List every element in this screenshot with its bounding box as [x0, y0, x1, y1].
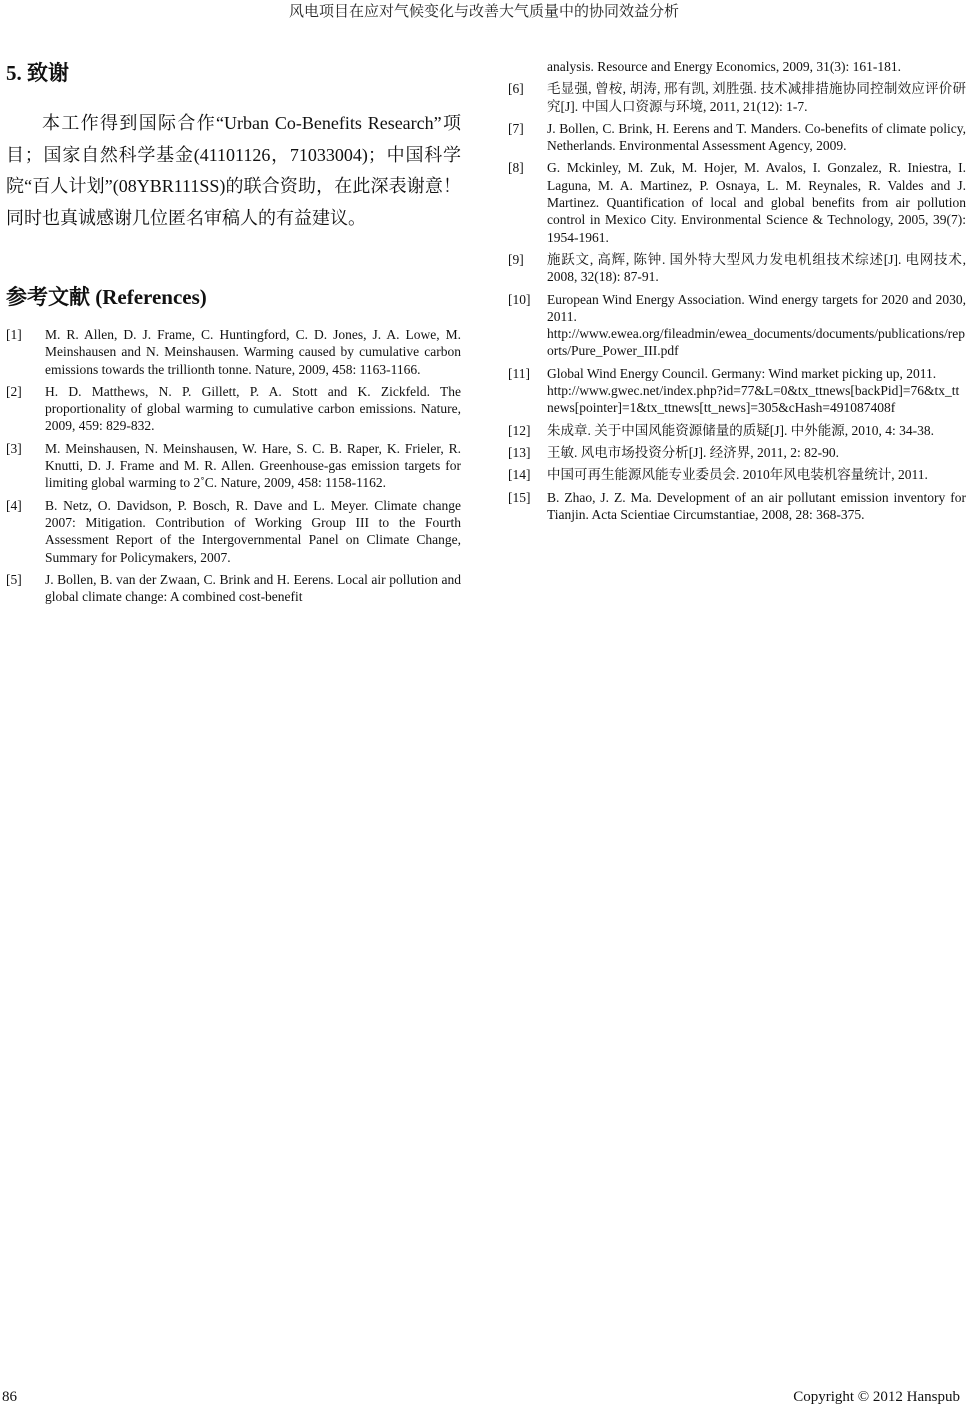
reference-number: [3]	[6, 440, 22, 456]
reference-item	[508, 120, 966, 155]
running-header: 风电项目在应对气候变化与改善大气质量中的协同效益分析	[288, 4, 679, 20]
reference-text: M. R. Allen, D. J. Frame, C. Huntingford, C. D. Jones, J. A. Lowe, M. Meinshausen and N. Meinshausen. Warming caused by cumulative carbon emissions towards the trillionth tonne. Nature, 2009, 458: 1163-1166.	[45, 327, 461, 377]
reference-item	[6, 440, 461, 492]
reference-item	[6, 571, 461, 606]
right-column	[508, 58, 966, 528]
reference-text: 施跃文, 高辉, 陈钟. 国外特大型风力发电机组技术综述[J]. 电网技术, 2008, 32(18): 87-91.	[547, 251, 966, 285]
reference-text: 毛显强, 曾桉, 胡涛, 邢有凯, 刘胜强. 技术减排措施协同控制效应评价研究[J]. 中国人口资源与环境, 2011, 21(12): 1-7.	[547, 81, 966, 114]
reference-item	[508, 466, 966, 483]
reference-item	[508, 365, 966, 417]
reference-list-right	[508, 58, 966, 523]
reference-item	[508, 80, 966, 115]
reference-text: J. Bollen, B. van der Zwaan, C. Brink and H. Eerens. Local air pollution and global climate change: A combined cost-benefit	[45, 571, 461, 605]
left-column	[6, 58, 461, 610]
reference-number: [5]	[6, 571, 22, 587]
reference-number: [13]	[508, 444, 531, 460]
reference-item	[508, 444, 966, 461]
reference-number: [6]	[508, 81, 524, 97]
reference-item	[6, 383, 461, 435]
reference-number: [9]	[508, 251, 524, 267]
reference-list-left	[6, 326, 461, 605]
reference-number: [8]	[508, 160, 524, 176]
reference-item	[508, 489, 966, 524]
reference-text: analysis. Resource and Energy Economics, 2009, 31(3): 161-181.	[547, 59, 902, 74]
reference-continuation	[508, 58, 966, 75]
page-footer	[0, 1386, 968, 1408]
acknowledgement-body: 本工作得到国际合作“Urban Co-Benefits Research”项目；国家自然科学基金(41101126，71033004)；中国科学院“百人计划”(08YBR111SS)的联合资助，在此深表谢意！同时也真诚感谢几位匿名审稿人的有益建议。	[6, 113, 461, 228]
reference-item	[6, 497, 461, 566]
references-heading: 参考文献 (References)	[6, 285, 207, 309]
reference-number: [15]	[508, 489, 531, 505]
reference-text: 中国可再生能源风能专业委员会. 2010年风电装机容量统计, 2011.	[547, 467, 928, 483]
reference-item	[508, 291, 966, 360]
reference-text: 王敏. 风电市场投资分析[J]. 经济界, 2011, 2: 82-90.	[547, 444, 839, 460]
reference-text: H. D. Matthews, N. P. Gillett, P. A. Stott and K. Zickfeld. The proportionality of global warming to cumulative carbon emissions. Nature, 2009, 459: 829-832.	[45, 383, 461, 434]
reference-text: B. Zhao, J. Z. Ma. Development of an air pollutant emission inventory for Tianjin. Acta Scientiae Circumstantiae, 2008, 28: 368-375.	[547, 489, 966, 522]
reference-url-link[interactable]: http://www.ewea.org/fileadmin/ewea_documents/documents/publications/reports/Pure_Power_III.pdf	[547, 326, 966, 359]
reference-number: [1]	[6, 327, 22, 342]
reference-number: [2]	[6, 383, 22, 399]
reference-text: B. Netz, O. Davidson, P. Bosch, R. Dave and L. Meyer. Climate change 2007: Mitigation. Contribution of Working Group III to the Fourth Assessment Report of the Intergovernmental Panel on Climate Change, Summary for Policymakers, 2007.	[45, 497, 461, 565]
reference-item	[508, 159, 966, 245]
page-number: 86	[2, 1389, 17, 1405]
reference-body	[547, 365, 966, 417]
reference-number: [10]	[508, 291, 531, 307]
reference-text: G. Mckinley, M. Zuk, M. Hojer, M. Avalos, I. Gonzalez, R. Iniestra, I. Laguna, M. A. Martinez, P. Osnaya, L. M. Reynales, R. Valdes and J. Martinez. Quantification of local and global benefits from air pollution control in Mexico City. Environmental Science & Technology, 2005, 39(7): 1954-1961.	[547, 160, 966, 245]
reference-number: [4]	[6, 497, 22, 513]
reference-text: European Wind Energy Association. Wind energy targets for 2020 and 2030, 2011.	[547, 291, 966, 324]
reference-text: M. Meinshausen, N. Meinshausen, W. Hare, S. C. B. Raper, K. Frieler, R. Knutti, D. J. Frame and M. R. Allen. Greenhouse-gas emission targets for limiting global warming to 2˚C. Nature, 2009, 458: 1158-1162.	[45, 440, 461, 491]
reference-number: [12]	[508, 422, 531, 438]
reference-text: 朱成章. 关于中国风能资源储量的质疑[J]. 中外能源, 2010, 4: 34-38.	[547, 422, 934, 438]
reference-item	[508, 251, 966, 286]
acknowledgement-heading: 5. 致谢	[6, 61, 69, 85]
reference-url-link[interactable]: http://www.gwec.net/index.php?id=77&L=0&tx_ttnews[backPid]=76&tx_ttnews[pointer]=1&tx_ttnews[tt_news]=305&cHash=491087408f	[547, 383, 960, 416]
reference-text: Global Wind Energy Council. Germany: Wind market picking up, 2011.	[547, 365, 937, 381]
reference-item	[508, 422, 966, 439]
copyright-notice: Copyright © 2012 Hanspub	[793, 1389, 960, 1405]
reference-number: [14]	[508, 467, 531, 483]
reference-body	[547, 291, 966, 360]
reference-item	[6, 326, 461, 378]
reference-text: J. Bollen, C. Brink, H. Eerens and T. Manders. Co-benefits of climate policy, Netherlands. Environmental Assessment Agency, 2009.	[547, 120, 966, 154]
reference-number: [7]	[508, 120, 524, 136]
reference-number: [11]	[508, 365, 530, 381]
